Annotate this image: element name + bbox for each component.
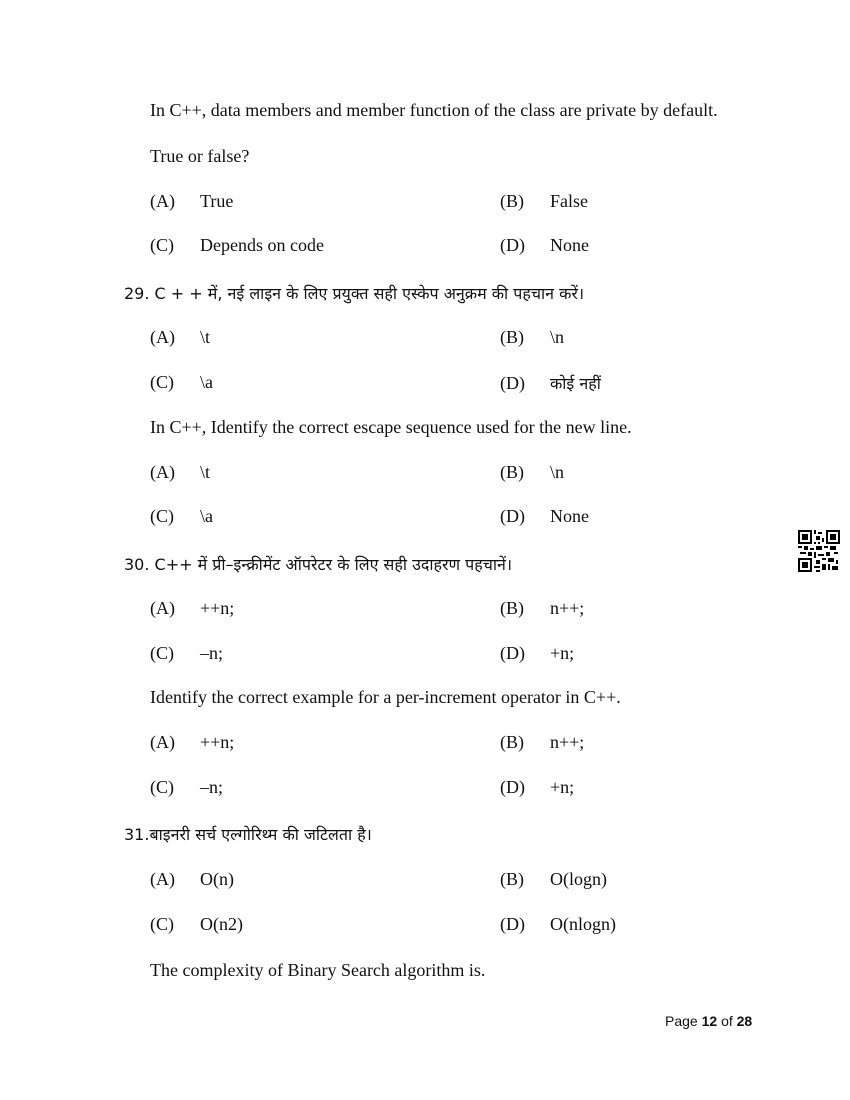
q29-english-text: In C++, Identify the correct escape sequence used for the new line. xyxy=(150,417,632,437)
q30-hi-option-d: (D) +n; xyxy=(500,643,575,663)
q28-option-c: (C) Depends on code xyxy=(150,235,324,255)
q31-option-d: (D) O(nlogn) xyxy=(500,914,616,934)
q30-hi-option-a: (A) ++n; xyxy=(150,598,235,618)
q30-english-text: Identify the correct example for a per-increment operator in C++. xyxy=(150,687,621,707)
q29-hindi-text: 29. C + + में, नई लाइन के लिए प्रयुक्त सही एस्केप अनुक्रम की पहचान करें। xyxy=(124,284,585,303)
qr-code-icon xyxy=(798,530,840,572)
q31-option-c: (C) O(n2) xyxy=(150,914,243,934)
q30-en-option-c: (C) –n; xyxy=(150,777,224,797)
q29-en-option-c: (C) \a xyxy=(150,506,213,526)
q28-option-d: (D) None xyxy=(500,235,589,255)
q31-option-a: (A) O(n) xyxy=(150,869,234,889)
q28-english-text: In C++, data members and member function of the class are private by default. xyxy=(150,100,718,120)
q30-en-option-b: (B) n++; xyxy=(500,732,585,752)
q31-hindi-text: 31.बाइनरी सर्च एल्गोरिथ्म की जटिलता है। xyxy=(124,825,372,844)
q31-option-b: (B) O(logn) xyxy=(500,869,607,889)
q29-hi-option-d: (D) कोई नहीं xyxy=(500,373,601,393)
q28-option-a: (A) True xyxy=(150,191,234,211)
q31-option-d-math: O(nlogn) xyxy=(550,914,616,934)
q30-hindi-text: 30. C++ में प्री–इन्क्रीमेंट ऑपरेटर के लिए सही उदाहरण पहचानें। xyxy=(124,555,513,574)
q29-hi-option-c: (C) \a xyxy=(150,372,213,392)
q29-en-option-a: (A) \t xyxy=(150,462,211,482)
q30-en-option-a: (A) ++n; xyxy=(150,732,235,752)
q30-en-option-d: (D) +n; xyxy=(500,777,575,797)
q31-option-a-math: O(n) xyxy=(200,869,234,889)
q29-hi-option-a: (A) \t xyxy=(150,327,211,347)
q31-option-b-math: O(logn) xyxy=(550,869,607,889)
q31-english-text: The complexity of Binary Search algorithm is. xyxy=(150,960,486,980)
q29-hi-option-b: (B) \n xyxy=(500,327,565,347)
q28-option-b: (B) False xyxy=(500,191,588,211)
q31-option-c-math: O(n2) xyxy=(200,914,243,934)
q29-en-option-b: (B) \n xyxy=(500,462,565,482)
page-number: Page 12 of 28 xyxy=(665,1013,753,1029)
q28-english-text-2: True or false? xyxy=(150,146,250,166)
q30-hi-option-b: (B) n++; xyxy=(500,598,585,618)
q29-en-option-d: (D) None xyxy=(500,506,589,526)
q30-hi-option-c: (C) –n; xyxy=(150,643,224,663)
